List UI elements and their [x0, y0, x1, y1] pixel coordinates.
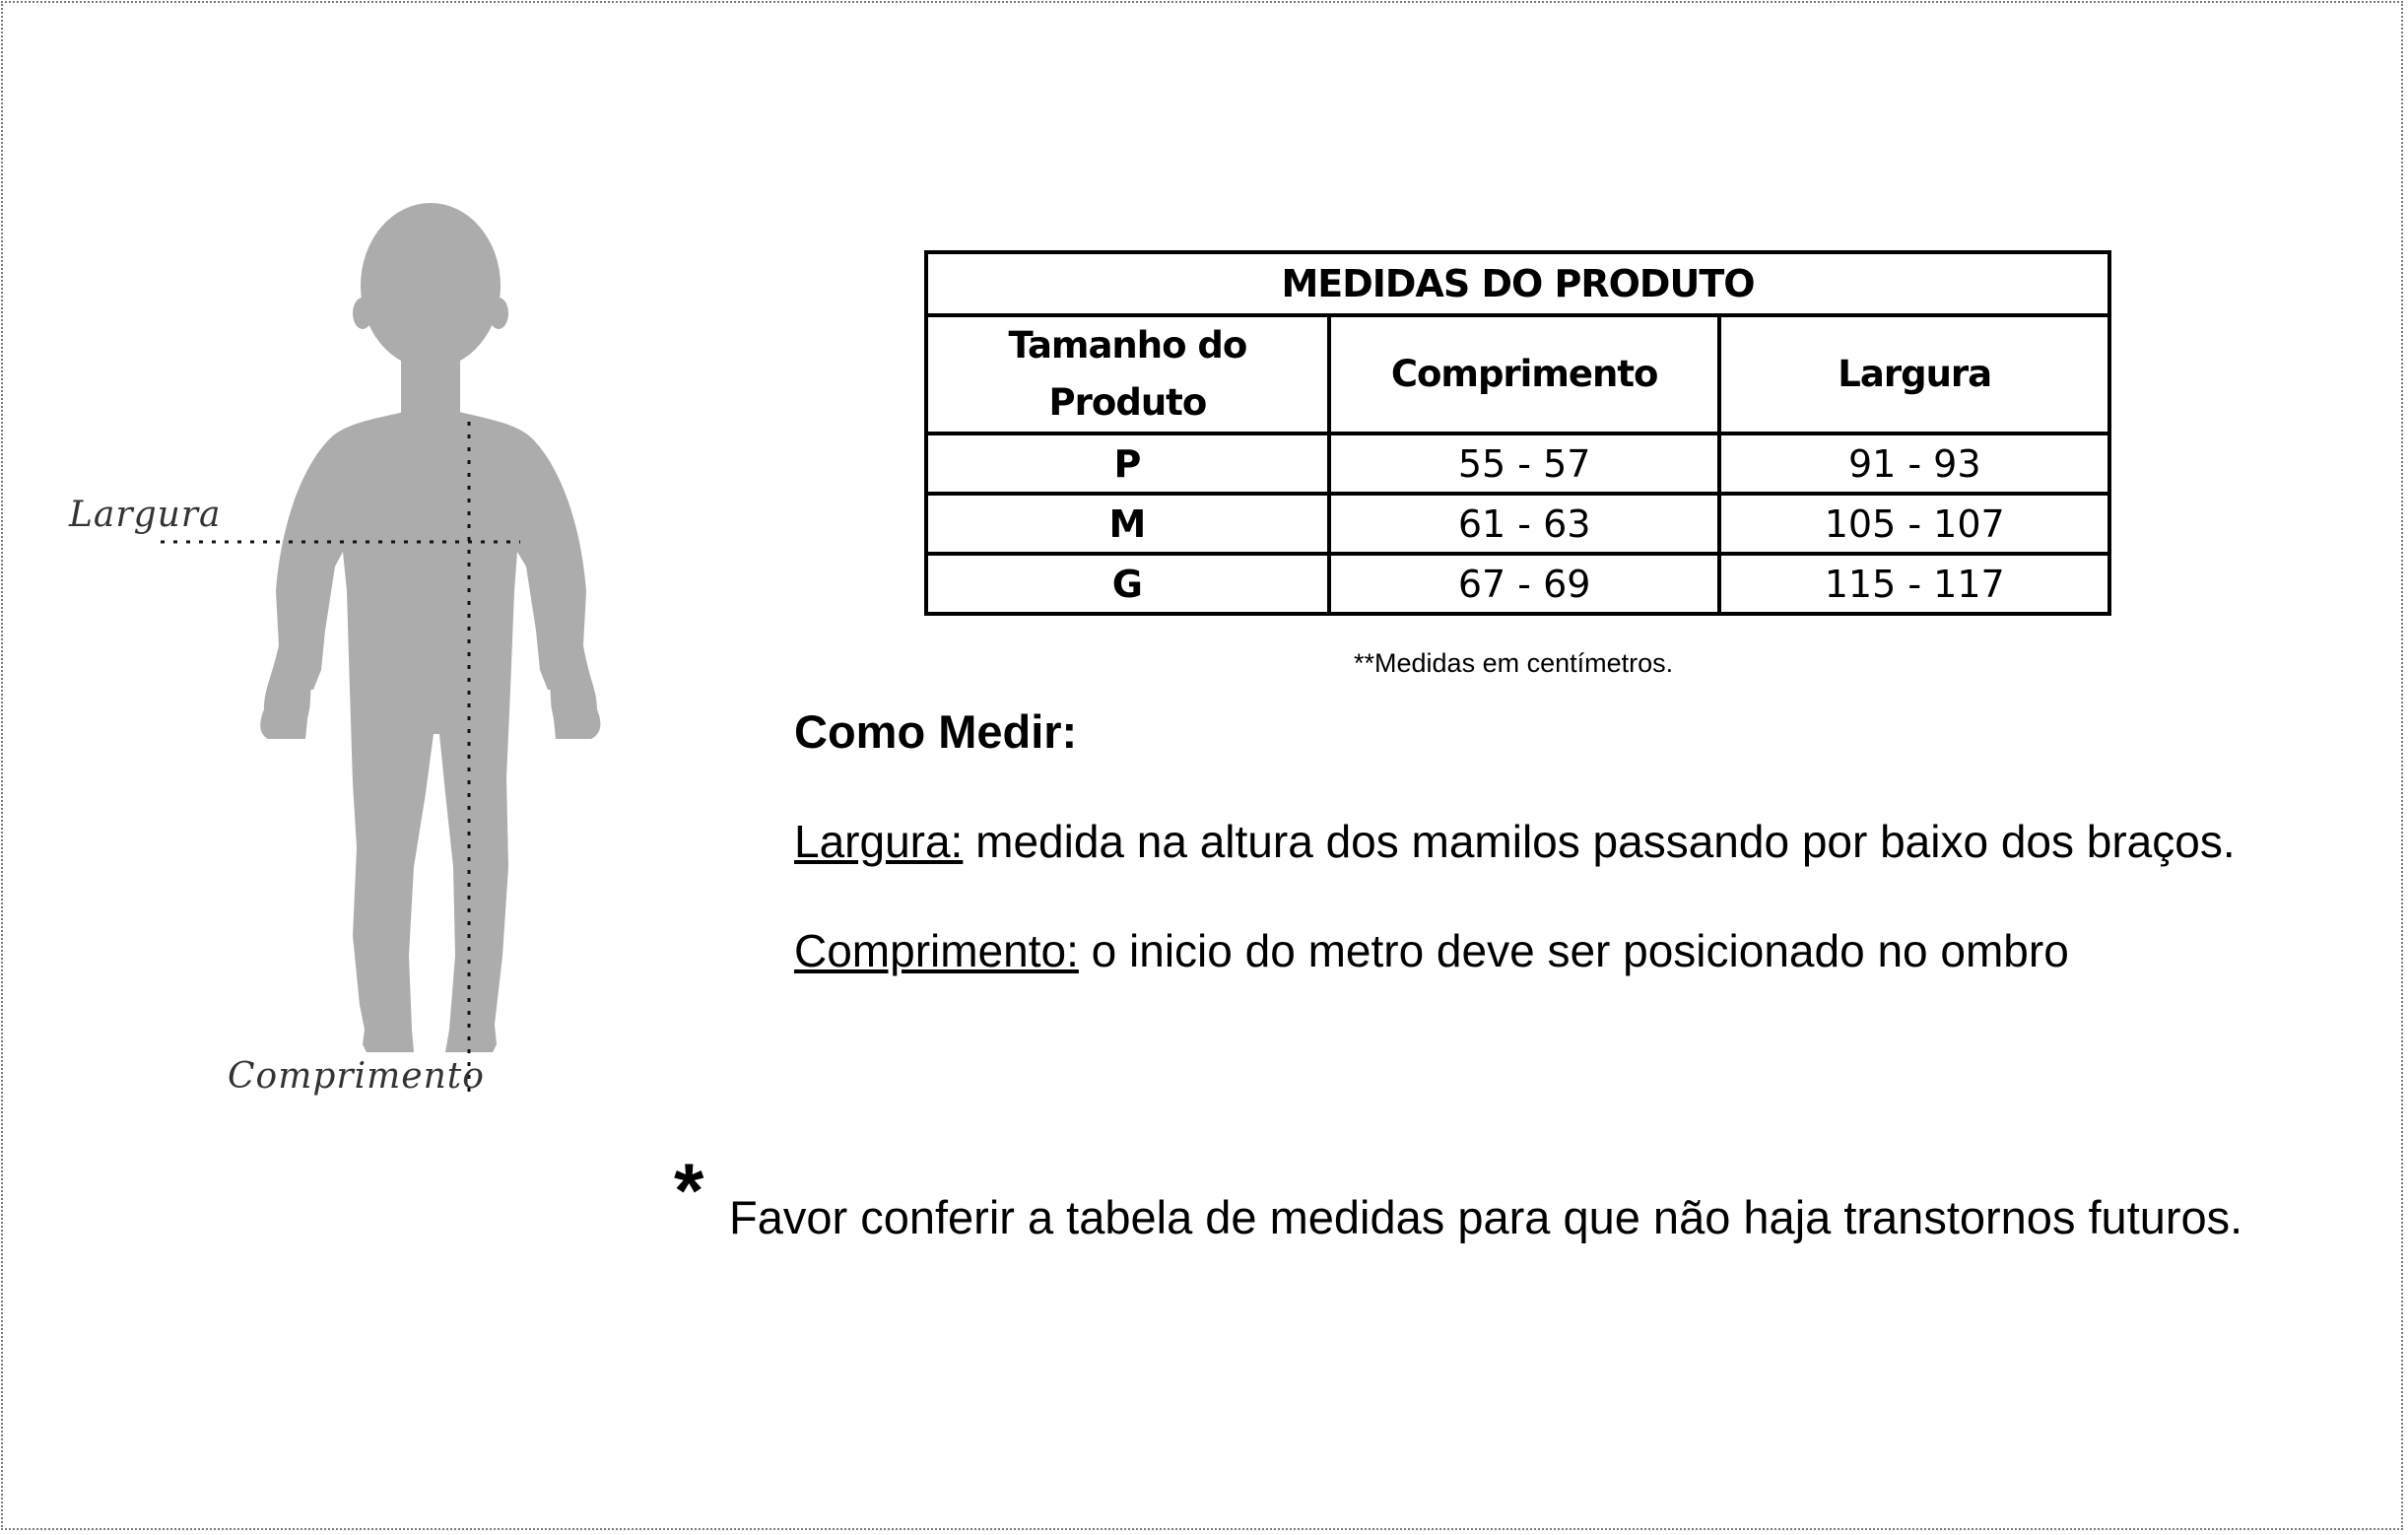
length-label: Comprimento	[228, 1056, 485, 1097]
length-term: Comprimento:	[794, 925, 1079, 976]
table-row	[926, 554, 2109, 614]
cell-size: M	[926, 494, 1329, 554]
cell-size: P	[926, 434, 1329, 494]
cell-width: 115 - 117	[1719, 554, 2109, 614]
cell-width: 91 - 93	[1719, 434, 2109, 494]
table-title: MEDIDAS DO PRODUTO	[926, 252, 2109, 315]
table-row	[926, 434, 2109, 494]
width-term: Largura:	[794, 816, 964, 867]
header-size: Tamanho do Produto	[926, 315, 1329, 434]
width-text: medida na altura dos mamilos passando por baixo dos braços.	[963, 816, 2236, 867]
cell-size: G	[926, 554, 1329, 614]
cell-length: 55 - 57	[1329, 434, 1720, 494]
size-table	[924, 250, 2111, 616]
width-instruction	[794, 815, 2236, 868]
header-length: Comprimento	[1329, 315, 1720, 434]
length-text: o inicio do metro deve ser posicionado no ombro	[1078, 925, 2069, 976]
cell-length: 67 - 69	[1329, 554, 1720, 614]
cell-width: 105 - 107	[1719, 494, 2109, 554]
unit-note: **Medidas em centímetros.	[1354, 648, 1674, 678]
width-label: Largura	[69, 495, 222, 535]
child-silhouette-icon	[0, 0, 690, 1182]
measurement-figure	[0, 0, 690, 1182]
warning-text: Favor conferir a tabela de medidas para que não haja transtornos futuros.	[729, 1191, 2243, 1243]
length-instruction	[794, 924, 2069, 977]
cell-length: 61 - 63	[1329, 494, 1720, 554]
howto-title: Como Medir:	[794, 705, 1078, 758]
table-row	[926, 494, 2109, 554]
header-width: Largura	[1719, 315, 2109, 434]
asterisk-mark: *	[674, 1147, 704, 1234]
